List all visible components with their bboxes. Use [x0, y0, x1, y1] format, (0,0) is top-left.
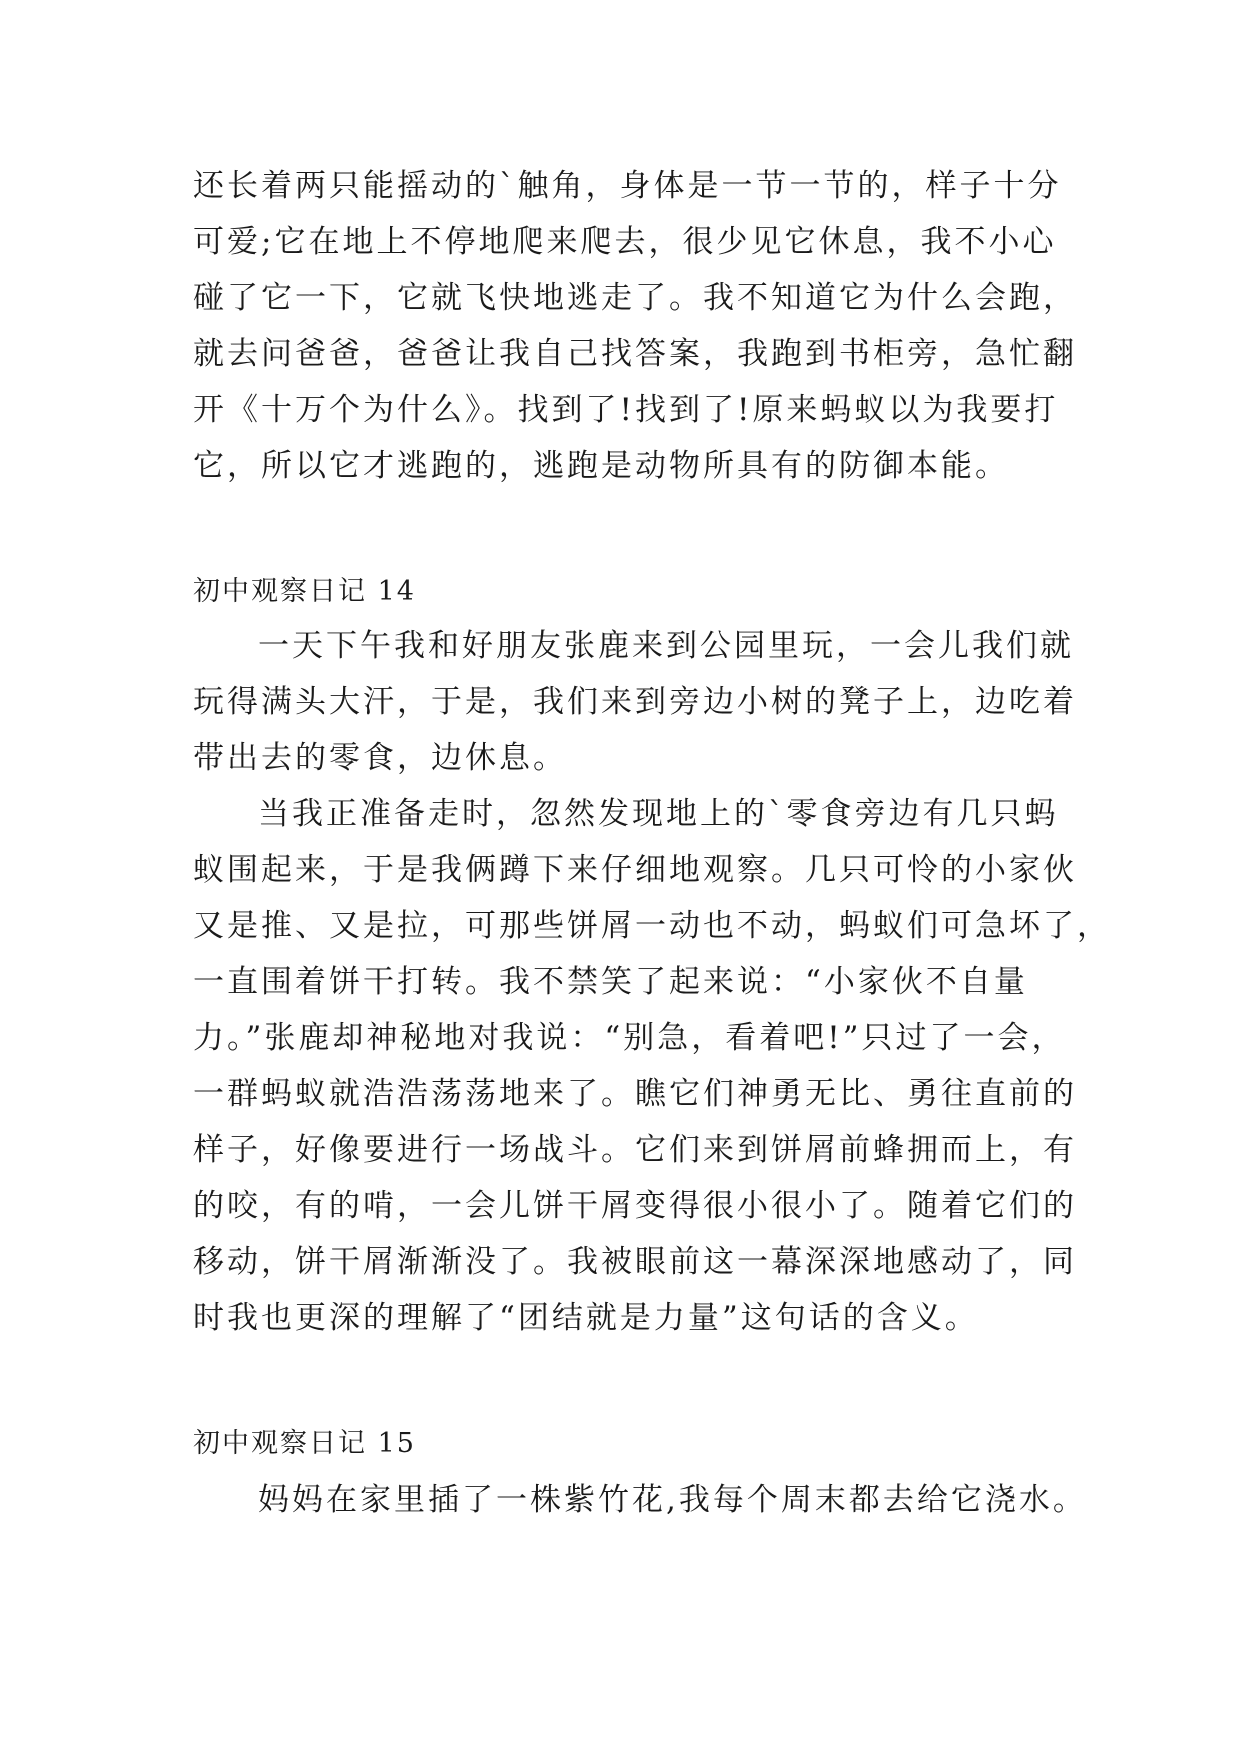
paragraph-line: 就去问爸爸，爸爸让我自己找答案，我跑到书柜旁，急忙翻 [193, 336, 1077, 372]
paragraph-line: 一天下午我和好朋友张鹿来到公园里玩，一会儿我们就 [258, 628, 1074, 664]
paragraph-line: 力。”张鹿却神秘地对我说：“别急，看着吧!”只过了一会， [193, 1020, 1066, 1056]
paragraph-line: 蚁围起来，于是我俩蹲下来仔细地观察。几只可怜的小家伙 [193, 852, 1077, 888]
paragraph-line: 可爱;它在地上不停地爬来爬去，很少见它休息，我不小心 [193, 224, 1057, 260]
paragraph-line: 的咬，有的啃，一会儿饼干屑变得很小很小了。随着它们的 [193, 1188, 1077, 1224]
paragraph-line: 妈妈在家里插了一株紫竹花,我每个周末都去给它浇水。 [258, 1482, 1087, 1518]
entry-15-title: 初中观察日记 15 [193, 1428, 416, 1459]
paragraph-line: 还长着两只能摇动的`触角，身体是一节一节的，样子十分 [193, 168, 1062, 204]
paragraph-line: 当我正准备走时，忽然发现地上的`零食旁边有几只蚂 [258, 796, 1059, 832]
paragraph-line: 开《十万个为什么》。找到了!找到了!原来蚂蚁以为我要打 [193, 392, 1059, 428]
paragraph-line: 移动，饼干屑渐渐没了。我被眼前这一幕深深地感动了，同 [193, 1244, 1077, 1280]
paragraph-line: 一群蚂蚁就浩浩荡荡地来了。瞧它们神勇无比、勇往直前的 [193, 1076, 1077, 1112]
paragraph-line: 又是推、又是拉，可那些饼屑一动也不动，蚂蚁们可急坏了， [193, 908, 1111, 944]
paragraph-line: 一直围着饼干打转。我不禁笑了起来说：“小家伙不自量 [193, 964, 1028, 1000]
paragraph-line: 它，所以它才逃跑的，逃跑是动物所具有的防御本能。 [193, 448, 1009, 484]
paragraph-line: 碰了它一下，它就飞快地逃走了。我不知道它为什么会跑， [193, 280, 1077, 316]
paragraph-line: 玩得满头大汗，于是，我们来到旁边小树的凳子上，边吃着 [193, 684, 1077, 720]
entry-14-title: 初中观察日记 14 [193, 576, 416, 607]
paragraph-line: 时我也更深的理解了“团结就是力量”这句话的含义。 [193, 1300, 979, 1336]
paragraph-line: 样子，好像要进行一场战斗。它们来到饼屑前蜂拥而上，有 [193, 1132, 1077, 1168]
paragraph-line: 带出去的零食，边休息。 [193, 740, 567, 776]
